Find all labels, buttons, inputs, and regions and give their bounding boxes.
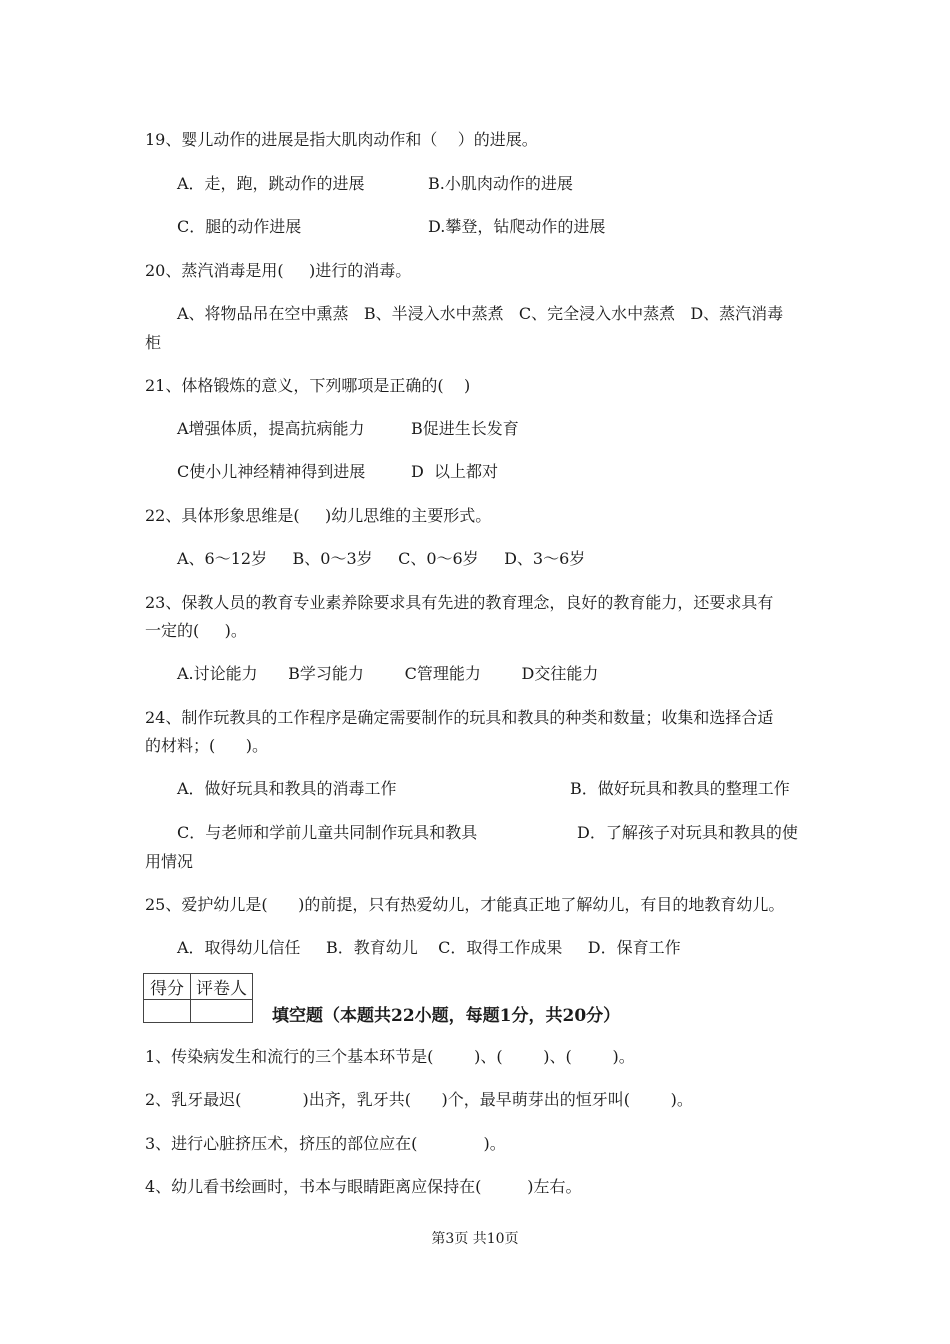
fill-question-3: 3、进行心脏挤压术，挤压的部位应在( )。 bbox=[145, 1134, 506, 1153]
score-table bbox=[143, 973, 253, 1023]
question-21-option-a: A增强体质，提高抗病能力 bbox=[177, 419, 365, 438]
grader-cell bbox=[191, 1000, 253, 1023]
section-title: 填空题（本题共22小题，每题1分，共20分） bbox=[272, 1006, 621, 1026]
page-footer: 第3页 共10页 bbox=[431, 1231, 519, 1247]
question-24-option-d: D．了解孩子对玩具和教具的使 bbox=[577, 823, 798, 842]
question-21-stem: 21、体格锻炼的意义，下列哪项是正确的( ) bbox=[145, 376, 471, 395]
question-23-options: A.讨论能力 B学习能力 C管理能力 D交往能力 bbox=[177, 664, 599, 683]
question-24-option-d-cont: 用情况 bbox=[145, 852, 194, 871]
question-23-stem: 23、保教人员的教育专业素养除要求具有先进的教育理念，良好的教育能力，还要求具有 bbox=[145, 593, 774, 612]
question-22-options: A、6～12岁 B、0～3岁 C、0～6岁 D、3～6岁 bbox=[177, 549, 586, 568]
question-23-stem-cont: 一定的( )。 bbox=[145, 621, 247, 640]
question-24-option-c: C．与老师和学前儿童共同制作玩具和教具 bbox=[177, 823, 478, 842]
question-24-option-a: A．做好玩具和教具的消毒工作 bbox=[177, 779, 397, 798]
question-20-options-cont: 柜 bbox=[145, 333, 162, 352]
question-19-option-b: B.小肌肉动作的进展 bbox=[428, 174, 573, 193]
fill-question-2: 2、乳牙最迟( )出齐，乳牙共( )个，最早萌芽出的恒牙叫( )。 bbox=[145, 1090, 693, 1109]
question-21-option-d: D 以上都对 bbox=[411, 462, 499, 481]
question-21-option-b: B促进生长发育 bbox=[411, 419, 519, 438]
question-25-options: A．取得幼儿信任 B．教育幼儿 C．取得工作成果 D．保育工作 bbox=[177, 938, 681, 957]
question-19-stem: 19、婴儿动作的进展是指大肌肉动作和（ ）的进展。 bbox=[145, 130, 538, 149]
question-20-options: A、将物品吊在空中熏蒸 B、半浸入水中蒸煮 C、完全浸入水中蒸煮 D、蒸汽消毒 bbox=[177, 304, 784, 323]
score-header: 得分 bbox=[144, 974, 191, 1000]
question-24-stem: 24、制作玩教具的工作程序是确定需要制作的玩具和教具的种类和数量；收集和选择合适 bbox=[145, 708, 774, 727]
question-19-option-c: C．腿的动作进展 bbox=[177, 217, 302, 236]
question-19-option-d: D.攀登，钻爬动作的进展 bbox=[428, 217, 606, 236]
question-22-stem: 22、具体形象思维是( )幼儿思维的主要形式。 bbox=[145, 506, 492, 525]
grader-header: 评卷人 bbox=[191, 974, 253, 1000]
question-21-option-c: C使小儿神经精神得到进展 bbox=[177, 462, 366, 481]
question-24-option-b: B．做好玩具和教具的整理工作 bbox=[570, 779, 790, 798]
score-cell bbox=[144, 1000, 191, 1023]
question-25-stem: 25、爱护幼儿是( )的前提，只有热爱幼儿，才能真正地了解幼儿，有目的地教育幼儿。 bbox=[145, 895, 785, 914]
question-20-stem: 20、蒸汽消毒是用( )进行的消毒。 bbox=[145, 261, 412, 280]
fill-question-1: 1、传染病发生和流行的三个基本环节是( )、( )、( )。 bbox=[145, 1047, 635, 1066]
question-19-option-a: A．走，跑，跳动作的进展 bbox=[177, 174, 365, 193]
fill-question-4: 4、幼儿看书绘画时，书本与眼睛距离应保持在( )左右。 bbox=[145, 1177, 582, 1196]
question-24-stem-cont: 的材料；( )。 bbox=[145, 736, 269, 755]
